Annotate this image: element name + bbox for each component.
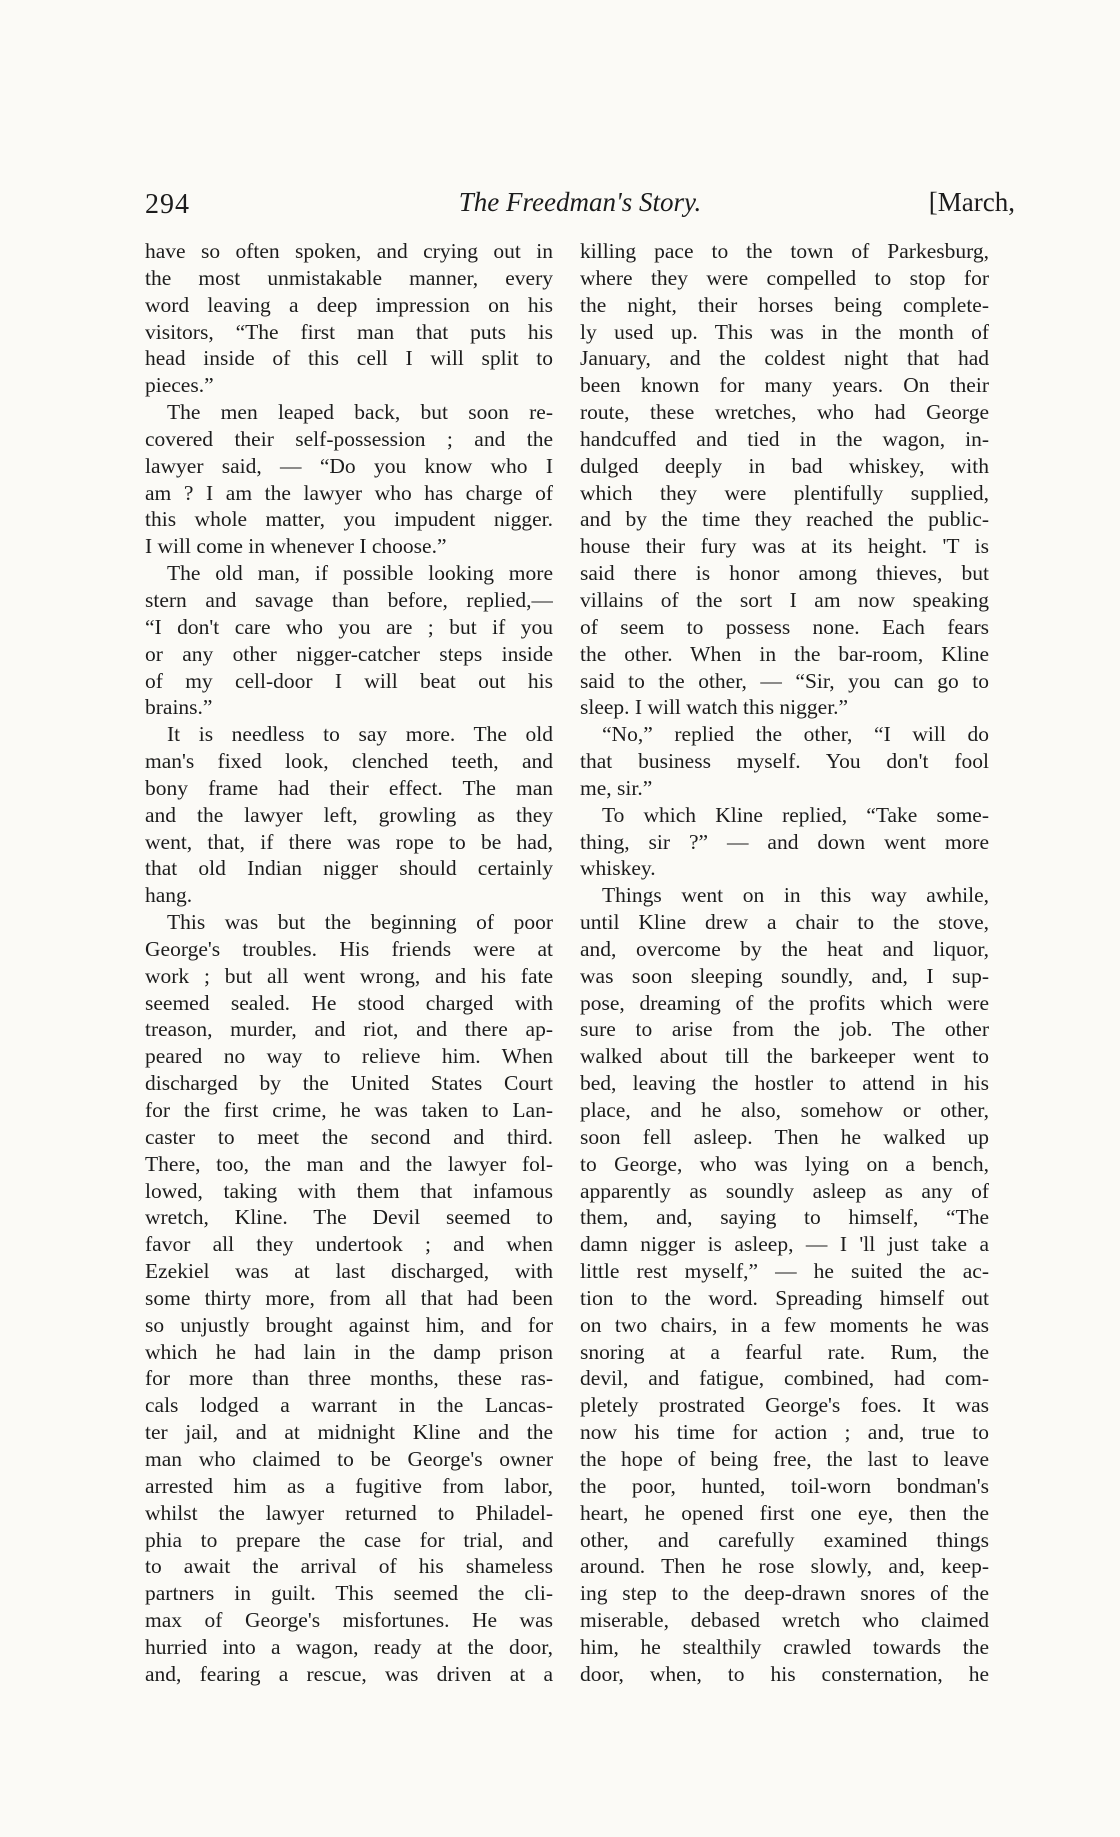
text-line: It is needless to say more. The old	[167, 722, 553, 747]
text-line: that old Indian nigger should certainly	[145, 856, 553, 881]
text-line: which he had lain in the damp prison	[145, 1339, 553, 1364]
text-line: head inside of this cell I will split to	[145, 346, 553, 371]
page-number: 294	[145, 189, 190, 220]
text-line: The old man, if possible looking more	[167, 561, 553, 586]
text-line: house their fury was at its height. 'T is	[580, 534, 989, 559]
text-line: the night, their horses being complete-	[580, 292, 989, 317]
text-line: which they were plentifully supplied,	[580, 480, 989, 505]
text-line: and, overcome by the heat and liquor,	[580, 936, 989, 961]
text-line: and, fearing a rescue, was driven at a	[145, 1661, 553, 1686]
text-line: and by the time they reached the public-	[580, 507, 989, 532]
text-line: discharged by the United States Court	[145, 1071, 553, 1096]
text-line: devil, and fatigue, combined, had com-	[580, 1366, 989, 1391]
text-line: of seem to possess none. Each fears	[580, 614, 989, 639]
text-line: apparently as soundly asleep as any of	[580, 1178, 989, 1203]
text-line: of my cell-door I will beat out his	[145, 668, 553, 693]
text-line: visitors, “The first man that puts his	[145, 319, 553, 344]
text-line: “No,” replied the other, “I will do	[602, 722, 989, 747]
text-line: work ; but all went wrong, and his fate	[145, 963, 553, 988]
text-line: covered their self-possession ; and the	[145, 426, 553, 451]
text-line: bed, leaving the hostler to attend in his	[580, 1071, 989, 1096]
text-line: on two chairs, in a few moments he was	[580, 1312, 989, 1337]
text-line: them, and, saying to himself, “The	[580, 1205, 989, 1230]
text-line: dulged deeply in bad whiskey, with	[580, 453, 989, 478]
text-line: word leaving a deep impression on his	[145, 292, 553, 317]
text-line: some thirty more, from all that had been	[145, 1285, 553, 1310]
text-line: until Kline drew a chair to the stove,	[580, 910, 989, 935]
text-line: route, these wretches, who had George	[580, 400, 989, 425]
text-line: or any other nigger-catcher steps inside	[145, 641, 553, 666]
text-line: cals lodged a warrant in the Lancas-	[145, 1393, 553, 1418]
text-line: pletely prostrated George's foes. It was	[580, 1393, 989, 1418]
text-line: damn nigger is asleep, — I 'll just take a	[580, 1232, 989, 1257]
text-line: stern and savage than before, replied,—	[145, 587, 553, 612]
text-line: said to the other, — “Sir, you can go to	[580, 668, 989, 693]
text-line: said there is honor among thieves, but	[580, 561, 989, 586]
text-line: Things went on in this way awhile,	[602, 883, 989, 908]
text-line: other, and carefully examined things	[580, 1527, 989, 1552]
text-line: door, when, to his consternation, he	[580, 1661, 989, 1686]
text-line: arrested him as a fugitive from labor,	[145, 1473, 553, 1498]
text-line: caster to meet the second and third.	[145, 1124, 553, 1149]
text-line: This was but the beginning of poor	[167, 910, 553, 935]
text-line: ly used up. This was in the month of	[580, 319, 989, 344]
text-line: George's troubles. His friends were at	[145, 936, 553, 961]
text-line: favor all they undertook ; and when	[145, 1232, 553, 1257]
text-line: am ? I am the lawyer who has charge of	[145, 480, 553, 505]
running-title: The Freedman's Story.	[458, 187, 702, 217]
text-line: man's fixed look, clenched teeth, and	[145, 749, 553, 774]
text-line: thing, sir ?” — and down went more	[580, 829, 989, 854]
text-line: was soon sleeping soundly, and, I sup-	[580, 963, 989, 988]
text-line: treason, murder, and riot, and there ap-	[145, 1017, 553, 1042]
text-line: pose, dreaming of the profits which were	[580, 990, 989, 1015]
text-line: so unjustly brought against him, and for	[145, 1312, 553, 1337]
text-line: I will come in whenever I choose.”	[145, 534, 447, 559]
running-month: [March,	[928, 187, 1015, 217]
text-line: tion to the word. Spreading himself out	[580, 1285, 989, 1310]
text-line: partners in guilt. This seemed the cli-	[145, 1581, 553, 1606]
text-line: man who claimed to be George's owner	[145, 1446, 553, 1471]
text-line: me, sir.”	[580, 775, 653, 800]
text-line: whilst the lawyer returned to Philadel-	[145, 1500, 553, 1525]
text-line: little rest myself,” — he suited the ac-	[580, 1259, 989, 1284]
text-line: peared no way to relieve him. When	[145, 1044, 553, 1069]
text-line: the poor, hunted, toil-worn bondman's	[580, 1473, 989, 1498]
text-line: pieces.”	[145, 373, 214, 398]
text-line: now his time for action ; and, true to	[580, 1420, 989, 1445]
text-line: been known for many years. On their	[580, 373, 989, 398]
text-line: ter jail, and at midnight Kline and the	[145, 1420, 553, 1445]
text-line: to await the arrival of his shameless	[145, 1554, 553, 1579]
running-header	[145, 183, 1015, 223]
text-line: To which Kline replied, “Take some-	[602, 802, 989, 827]
text-line: miserable, debased wretch who claimed	[580, 1608, 989, 1633]
text-line: handcuffed and tied in the wagon, in-	[580, 426, 989, 451]
text-line: bony frame had their effect. The man	[145, 775, 553, 800]
text-line: where they were compelled to stop for	[580, 265, 989, 290]
text-line: walked about till the barkeeper went to	[580, 1044, 989, 1069]
text-line: the other. When in the bar-room, Kline	[580, 641, 989, 666]
text-line: hang.	[145, 883, 193, 908]
text-line: killing pace to the town of Parkesburg,	[580, 239, 989, 263]
text-line: “I don't care who you are ; but if you	[145, 614, 553, 639]
right-column	[580, 238, 989, 1688]
text-line: hurried into a wagon, ready at the door,	[145, 1634, 553, 1659]
left-column	[145, 238, 553, 1688]
text-line: soon fell asleep. Then he walked up	[580, 1124, 989, 1149]
text-line: him, he stealthily crawled towards the	[580, 1634, 989, 1659]
text-line: villains of the sort I am now speaking	[580, 587, 989, 612]
text-line: brains.”	[145, 695, 213, 720]
text-line: seemed sealed. He stood charged with	[145, 990, 553, 1015]
text-line: There, too, the man and the lawyer fol-	[145, 1151, 553, 1176]
text-line: wretch, Kline. The Devil seemed to	[145, 1205, 553, 1230]
text-line: place, and he also, somehow or other,	[580, 1098, 989, 1122]
text-line: whiskey.	[580, 856, 656, 881]
text-line: Ezekiel was at last discharged, with	[145, 1259, 553, 1284]
text-line: The men leaped back, but soon re-	[167, 400, 553, 425]
text-line: phia to prepare the case for trial, and	[145, 1527, 553, 1552]
text-line: the most unmistakable manner, every	[145, 265, 553, 290]
text-line: around. Then he rose slowly, and, keep-	[580, 1554, 989, 1579]
text-line: max of George's misfortunes. He was	[145, 1608, 553, 1633]
text-line: January, and the coldest night that had	[580, 346, 989, 371]
text-line: went, that, if there was rope to be had,	[145, 829, 553, 854]
text-line: heart, he opened first one eye, then the	[580, 1500, 989, 1525]
text-line: this whole matter, you impudent nigger.	[145, 507, 553, 532]
text-line: the hope of being free, the last to leave	[580, 1446, 989, 1471]
text-line: that business myself. You don't fool	[580, 749, 989, 774]
text-line: ing step to the deep-drawn snores of the	[580, 1581, 989, 1606]
text-line: and the lawyer left, growling as they	[145, 802, 553, 827]
text-line: to George, who was lying on a bench,	[580, 1151, 989, 1176]
text-line: lowed, taking with them that infamous	[145, 1178, 553, 1203]
text-line: sure to arise from the job. The other	[580, 1017, 989, 1042]
text-line: for the first crime, he was taken to Lan-	[145, 1098, 553, 1122]
text-line: lawyer said, — “Do you know who I	[145, 453, 553, 478]
text-line: sleep. I will watch this nigger.”	[580, 695, 849, 720]
text-line: for more than three months, these ras-	[145, 1366, 553, 1391]
text-line: have so often spoken, and crying out in	[145, 239, 553, 263]
text-line: snoring at a fearful rate. Rum, the	[580, 1339, 989, 1364]
